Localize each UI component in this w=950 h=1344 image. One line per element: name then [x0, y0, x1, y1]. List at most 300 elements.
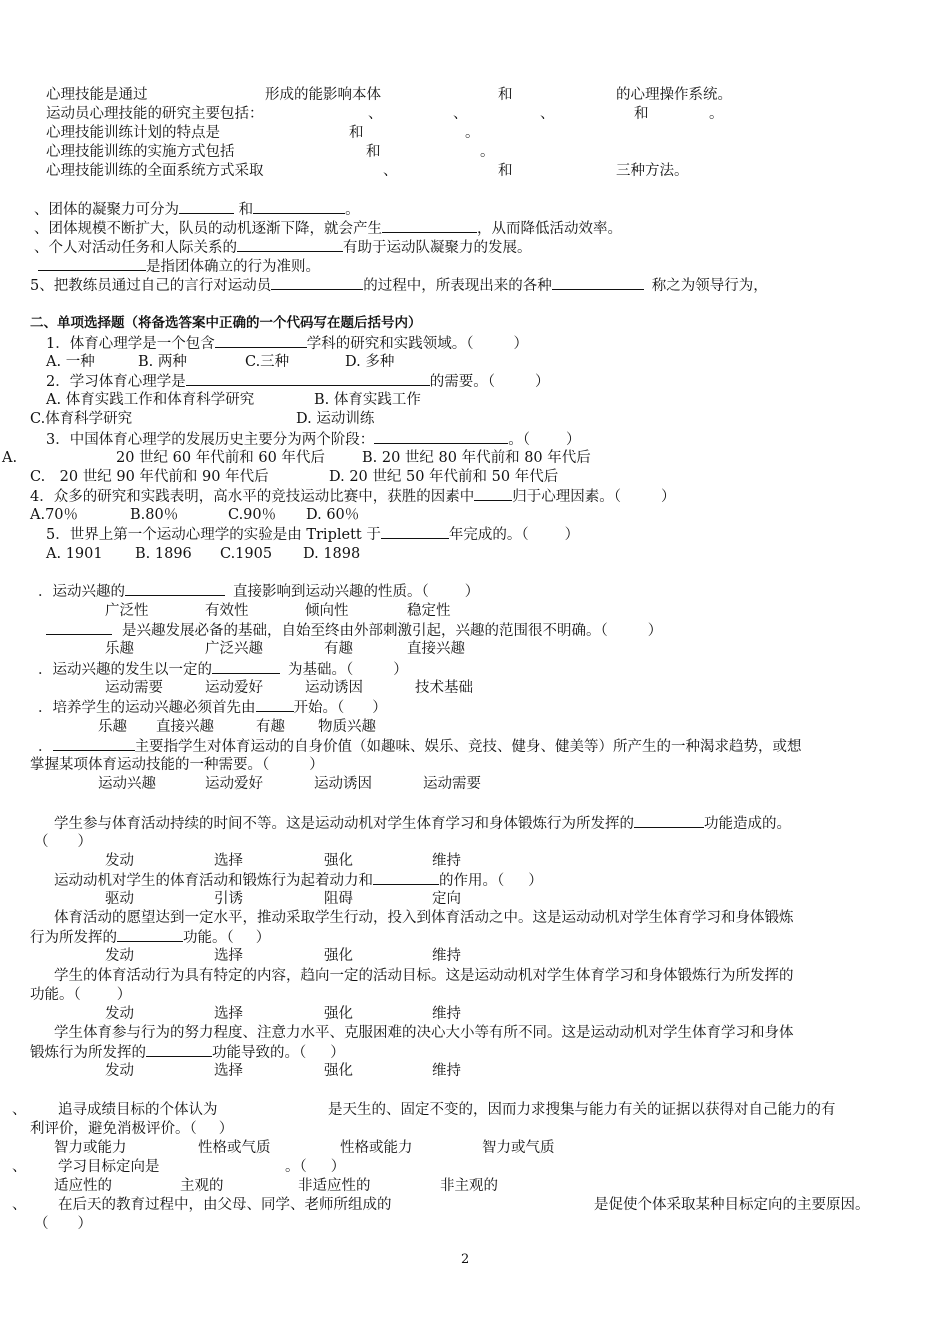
answer-blank[interactable]	[186, 372, 430, 386]
text: ）	[647, 623, 663, 639]
text: 强化	[324, 948, 353, 964]
text: 年完成的。（	[448, 527, 529, 543]
s2-q5-optB[interactable]	[135, 545, 192, 563]
mot-q1-paren	[34, 833, 92, 851]
s2-q4	[30, 487, 675, 506]
fill-a-line-2d	[540, 105, 555, 123]
text: 心理技能训练计划的特点是	[46, 125, 220, 141]
text: 有趣	[256, 719, 285, 735]
text: 运动员心理技能的研究主要包括：	[46, 106, 264, 122]
text: 的过程中，所表现出来的各种	[363, 278, 552, 294]
text: 发动	[105, 1063, 134, 1079]
text: ）	[393, 662, 408, 678]
text: ）	[660, 489, 676, 505]
text: 发动	[105, 1006, 134, 1022]
text: 。	[345, 202, 360, 218]
text: 和	[634, 106, 649, 122]
text: ．培养学生的运动兴趣必须首先由	[38, 700, 256, 716]
int-q5-opt1[interactable]	[98, 775, 156, 793]
mot-q4-opt4[interactable]	[432, 1005, 461, 1023]
text: 直接兴趣	[407, 641, 465, 657]
mot-q5-opt4[interactable]	[432, 1062, 461, 1080]
fill-a-line-5b	[383, 162, 398, 180]
mot-q5	[54, 1024, 794, 1042]
mot-q1	[54, 814, 791, 833]
fill-a-line-5	[46, 162, 264, 180]
text: 功能造成的。	[704, 816, 791, 832]
fill-a-line-4c	[480, 143, 495, 161]
text: 、	[12, 1197, 27, 1213]
fill-a-line-1c	[498, 86, 513, 104]
text: 乐趣	[105, 641, 134, 657]
goal-q3-paren	[34, 1215, 92, 1233]
text: 运动爱好	[205, 680, 263, 696]
text: 强化	[324, 1063, 353, 1079]
fill-b-q3	[34, 238, 532, 257]
fill-a-line-3b	[349, 124, 364, 142]
text: 物质兴趣	[318, 719, 376, 735]
text: 选择	[214, 1006, 243, 1022]
text: 维持	[432, 948, 461, 964]
text: 稳定性	[407, 603, 451, 619]
answer-blank[interactable]	[146, 1043, 212, 1057]
fill-a-line-1b	[265, 86, 381, 104]
text: B. 两种	[138, 354, 187, 370]
text: 性格或能力	[340, 1140, 413, 1156]
mot-q5-opt3[interactable]	[324, 1062, 353, 1080]
text: 学生参与体育活动持续的时间不等。这是运动动机对学生体育学习和身体锻炼行为所发挥的	[54, 816, 634, 832]
int-q1-opt4[interactable]	[407, 602, 451, 620]
s2-q5-optA[interactable]	[46, 545, 103, 563]
text: 、团体规模不断扩大，队员的动机逐渐下降，就会产生	[34, 221, 382, 237]
fill-a-line-1	[46, 86, 148, 104]
text: 锻炼行为所发挥的	[30, 1045, 146, 1061]
s2-q5-optC[interactable]	[220, 545, 272, 563]
int-q1-opt3[interactable]	[305, 602, 349, 620]
page-number: 2	[461, 1252, 470, 1267]
text: ）	[464, 584, 480, 600]
text: 定向	[432, 891, 461, 907]
text: 选择	[214, 1063, 243, 1079]
text: 功能。（	[183, 930, 234, 946]
text: （ ）	[34, 834, 92, 850]
fill-a-line-2	[46, 105, 264, 123]
fill-a-line-5d	[616, 162, 689, 180]
text: B. 1896	[135, 546, 192, 562]
answer-blank[interactable]	[253, 200, 345, 214]
int-q5-line2	[30, 756, 324, 774]
int-q3-opt2[interactable]	[205, 679, 263, 697]
text: C. 20 世纪 90 年代前和 90 年代后	[30, 469, 269, 485]
text: 心理技能是通过	[46, 87, 148, 103]
mot-q1-opt2[interactable]	[214, 852, 243, 870]
text: B.80％	[130, 507, 179, 523]
answer-blank[interactable]	[474, 487, 512, 501]
fill-a-line-3	[46, 124, 220, 142]
answer-blank[interactable]	[271, 276, 363, 290]
text: 直接兴趣	[156, 719, 214, 735]
s2-q3-optA[interactable]	[116, 449, 325, 467]
text: D. 运动训练	[296, 411, 375, 427]
text: 二、单项选择题（将备选答案中正确的一个代码写在题后括号内）	[30, 315, 422, 331]
text: B. 体育实践工作	[314, 392, 421, 408]
text: 称之为领导行为，	[651, 278, 768, 294]
text: A. 体育实践工作和体育科学研究	[46, 392, 255, 408]
answer-blank[interactable]	[382, 219, 477, 233]
mot-q4-opt2[interactable]	[214, 1005, 243, 1023]
s2-q2-optC[interactable]	[30, 410, 132, 428]
section2-title	[30, 314, 422, 332]
answer-blank[interactable]	[373, 871, 439, 885]
text: 是促使个体采取某种目标定向的主要原因。	[594, 1197, 870, 1213]
text: 维持	[432, 1063, 461, 1079]
mot-q5-line2	[30, 1043, 345, 1062]
s2-q1-optB[interactable]	[138, 353, 187, 371]
text: 学生体育参与行为的努力程度、注意力水平、克服困难的决心大小等有所不同。这是运动动机对学生体育学习和身体	[54, 1025, 794, 1041]
mot-q2	[54, 871, 543, 890]
fill-b-q2	[34, 219, 622, 238]
goal-q1	[58, 1101, 218, 1119]
s2-q1-optC[interactable]	[245, 353, 289, 371]
text: 是指团体确立的行为准则。	[146, 259, 320, 275]
int-q1-opt2[interactable]	[205, 602, 249, 620]
fill-a-line-4b	[366, 143, 381, 161]
int-q4-opt3[interactable]	[256, 718, 285, 736]
text: 运动需要	[105, 680, 163, 696]
fill-a-line-2e	[634, 105, 649, 123]
text: 。	[480, 144, 495, 160]
int-q4-opt2[interactable]	[156, 718, 214, 736]
mot-q2-opt1[interactable]	[105, 890, 134, 908]
int-q2-opt3[interactable]	[324, 640, 353, 658]
text: 维持	[432, 853, 461, 869]
mot-q3-opt1[interactable]	[105, 947, 134, 965]
text: 学习目标定向是	[58, 1159, 160, 1175]
text: 、	[368, 106, 383, 122]
mot-q4-line2	[30, 986, 131, 1004]
mot-q1-opt1[interactable]	[105, 852, 134, 870]
text: A. 1901	[46, 546, 103, 562]
text: 开始。（	[293, 700, 345, 716]
text: 心理技能训练的全面系统方式采取	[46, 163, 264, 179]
text: A.70％	[30, 507, 79, 523]
goal-q1-opt1[interactable]	[54, 1139, 127, 1157]
text: 是天生的、固定不变的，因而力求搜集与能力有关的证据以获得对自己能力的有	[328, 1102, 836, 1118]
text: ．运动兴趣的	[38, 584, 125, 600]
text: 智力或气质	[482, 1140, 555, 1156]
s2-q1-optD[interactable]	[345, 353, 394, 371]
text: 广泛性	[105, 603, 149, 619]
text: C.1905	[220, 546, 273, 562]
goal-q1-num	[12, 1101, 27, 1119]
s2-q3	[46, 430, 580, 449]
answer-blank[interactable]	[237, 238, 343, 252]
goal-q2	[58, 1158, 160, 1176]
s2-q2-optA[interactable]	[46, 391, 254, 409]
goal-q3	[58, 1196, 392, 1214]
answer-blank[interactable]	[256, 698, 294, 712]
mot-q5-opt1[interactable]	[105, 1062, 134, 1080]
text: 追寻成绩目标的个体认为	[58, 1102, 218, 1118]
text: 直接影响到运动兴趣的性质。（	[233, 584, 429, 600]
fill-a-line-1d	[616, 86, 732, 104]
text: 非主观的	[440, 1178, 498, 1194]
fill-a-line-2f	[709, 105, 724, 123]
text: 强化	[324, 853, 353, 869]
answer-blank[interactable]	[634, 814, 704, 828]
mot-q4-opt1[interactable]	[105, 1005, 134, 1023]
text: ）	[565, 432, 581, 448]
text: C.三种	[245, 354, 290, 370]
text: C.体育科学研究	[30, 411, 133, 427]
int-q3-opt1[interactable]	[105, 679, 163, 697]
text: 、	[540, 106, 555, 122]
text: 非适应性的	[298, 1178, 371, 1194]
goal-q2-opt4[interactable]	[440, 1177, 498, 1195]
answer-blank[interactable]	[46, 621, 112, 635]
text: 运动诱因	[314, 776, 372, 792]
text: （ ）	[34, 1216, 92, 1232]
text: 阻碍	[324, 891, 353, 907]
text: 。	[465, 125, 480, 141]
answer-blank[interactable]	[381, 525, 449, 539]
text: 运动爱好	[205, 776, 263, 792]
text: 学生的体育活动行为具有特定的内容，趋向一定的活动目标。这是运动动机对学生体育学习和身体锻炼行为所发挥的	[54, 968, 794, 984]
text: D. 多种	[345, 354, 395, 370]
text: 的需要。（	[429, 374, 495, 390]
s2-q4-optC[interactable]	[228, 506, 276, 524]
text: 选择	[214, 948, 243, 964]
text: 4．众多的研究和实践表明，高水平的竞技运动比赛中，获胜的因素中	[30, 489, 475, 505]
goal-q2-opt3[interactable]	[298, 1177, 371, 1195]
s2-q1	[46, 334, 528, 353]
text: 和	[498, 163, 513, 179]
fill-a-line-2c	[453, 105, 468, 123]
mot-q5-opt2[interactable]	[214, 1062, 243, 1080]
int-q2-opt1[interactable]	[105, 640, 134, 658]
text: D. 20 世纪 50 年代前和 50 年代后	[329, 469, 559, 485]
s2-q5	[46, 525, 579, 544]
goal-q1-opt4[interactable]	[482, 1139, 555, 1157]
text: 在后天的教育过程中，由父母、同学、老师所组成的	[58, 1197, 392, 1213]
fill-b-q4	[38, 257, 320, 276]
goal-q1b	[328, 1101, 836, 1119]
goal-q2-opt1[interactable]	[54, 1177, 112, 1195]
int-q5-opt2[interactable]	[205, 775, 263, 793]
text: 运动诱因	[305, 680, 363, 696]
text: 归于心理因素。（	[512, 489, 621, 505]
text: A.	[2, 450, 18, 466]
text: 有助于运动队凝聚力的发展。	[343, 240, 532, 256]
mot-q2-opt4[interactable]	[432, 890, 461, 908]
text: 2．学习体育心理学是	[46, 374, 186, 390]
text: 学科的研究和实践领域。（	[306, 336, 474, 352]
int-q2-opt2[interactable]	[205, 640, 263, 658]
text: 形成的能影响本体	[265, 87, 381, 103]
int-q4-opt1[interactable]	[98, 718, 127, 736]
s2-q3-optC[interactable]	[30, 468, 269, 486]
text: 和	[238, 202, 254, 218]
answer-blank[interactable]	[125, 582, 225, 596]
answer-blank[interactable]	[38, 257, 146, 271]
mot-q3-opt3[interactable]	[324, 947, 353, 965]
text: 和	[366, 144, 381, 160]
int-q5	[38, 737, 802, 756]
mot-q3	[54, 909, 794, 927]
text: 发动	[105, 853, 134, 869]
text: 有趣	[324, 641, 353, 657]
text: ）	[513, 336, 528, 352]
fill-b-q5	[30, 276, 768, 295]
text: ）	[372, 700, 387, 716]
int-q1	[38, 582, 479, 601]
s2-q3-optD[interactable]	[329, 468, 558, 486]
fill-b-q1	[34, 200, 360, 219]
mot-q1-opt3[interactable]	[324, 852, 353, 870]
int-q4-opt4[interactable]	[318, 718, 376, 736]
int-q3-opt4[interactable]	[415, 679, 473, 697]
text: 。（	[285, 1159, 307, 1175]
text: 、	[383, 163, 398, 179]
text: 运动需要	[423, 776, 481, 792]
text: ）	[116, 987, 132, 1003]
text: 运动兴趣	[98, 776, 156, 792]
text: 的心理操作系统。	[616, 87, 732, 103]
int-q3	[38, 660, 408, 679]
text: ）	[309, 757, 324, 773]
int-q2-opt4[interactable]	[407, 640, 465, 658]
s2-q4-optD[interactable]	[306, 506, 359, 524]
text: D. 60％	[306, 507, 360, 523]
text: 三种方法。	[616, 163, 689, 179]
text: 、	[12, 1159, 27, 1175]
text: 主观的	[180, 1178, 224, 1194]
text: 5．世界上第一个运动心理学的实验是由 Triplett 于	[46, 527, 381, 543]
text: 功能导致的。（	[212, 1045, 307, 1061]
text: B. 20 世纪 80 年代前和 80 年代后	[362, 450, 591, 466]
text: 维持	[432, 1006, 461, 1022]
mot-q4-opt3[interactable]	[324, 1005, 353, 1023]
goal-q2-opt2[interactable]	[180, 1177, 224, 1195]
text: 性格或气质	[198, 1140, 271, 1156]
answer-blank[interactable]	[374, 430, 508, 444]
text: 驱动	[105, 891, 134, 907]
text: 主要指学生对体育运动的自身价值（如趣味、娱乐、竞技、健身、健美等）所产生的一种渴求趋势，或想	[134, 739, 802, 755]
s2-q2-optB[interactable]	[314, 391, 421, 409]
text: 有效性	[205, 603, 249, 619]
mot-q3-opt2[interactable]	[214, 947, 243, 965]
text: 的作用。（	[439, 873, 505, 889]
goal-q3b	[594, 1196, 870, 1214]
text: 和	[349, 125, 364, 141]
s2-q3-optB[interactable]	[362, 449, 591, 467]
text: 选择	[214, 853, 243, 869]
text: 引诱	[214, 891, 243, 907]
text: 运动动机对学生的体育活动和锻炼行为起着动力和	[54, 873, 373, 889]
s2-q1-optA[interactable]	[46, 353, 95, 371]
mot-q2-opt2[interactable]	[214, 890, 243, 908]
goal-q1-line2	[30, 1120, 233, 1138]
mot-q3-line2	[30, 928, 270, 947]
text: 广泛兴趣	[205, 641, 263, 657]
goal-q1-opt3[interactable]	[340, 1139, 413, 1157]
text: ）	[218, 1121, 234, 1137]
answer-blank[interactable]	[215, 334, 307, 348]
text: 1．体育心理学是一个包含	[46, 336, 215, 352]
text: 掌握某项体育运动技能的一种需要。（	[30, 757, 270, 773]
answer-blank[interactable]	[212, 660, 280, 674]
mot-q3-opt4[interactable]	[432, 947, 461, 965]
answer-blank[interactable]	[179, 200, 234, 214]
text: 行为所发挥的	[30, 930, 117, 946]
text: 乐趣	[98, 719, 127, 735]
fill-a-line-2b	[368, 105, 383, 123]
text: ）	[564, 527, 580, 543]
text: 、	[12, 1102, 27, 1118]
text: ，从而降低活动效率。	[477, 221, 622, 237]
text: ）	[330, 1045, 345, 1061]
text: A. 一种	[46, 354, 95, 370]
text: 利评价，避免消极评价。（	[30, 1121, 197, 1137]
text: 、	[453, 106, 468, 122]
int-q5-opt3[interactable]	[314, 775, 372, 793]
mot-q1-opt4[interactable]	[432, 852, 461, 870]
goal-q1-opt2[interactable]	[198, 1139, 271, 1157]
text: ）	[534, 374, 550, 390]
text: ．	[38, 739, 53, 755]
int-q5-opt4[interactable]	[423, 775, 481, 793]
text: 倾向性	[305, 603, 349, 619]
text: 、团体的凝聚力可分为	[34, 202, 179, 218]
int-q3-opt3[interactable]	[305, 679, 363, 697]
text: 。	[709, 106, 724, 122]
text: 适应性的	[54, 1178, 112, 1194]
text: ．运动兴趣的发生以一定的	[38, 662, 212, 678]
text: 。（	[508, 432, 530, 448]
text: ）	[528, 873, 543, 889]
text: 技术基础	[415, 680, 473, 696]
text: 5、把教练员通过自己的言行对运动员	[30, 278, 272, 294]
text: 20 世纪 60 年代前和 60 年代后	[116, 450, 325, 466]
s2-q3-optA-label	[2, 449, 17, 467]
goal-q2-num	[12, 1158, 27, 1176]
text: 心理技能训练的实施方式包括	[46, 144, 235, 160]
s2-q2	[46, 372, 549, 391]
mot-q2-opt3[interactable]	[324, 890, 353, 908]
fill-a-line-3c	[465, 124, 480, 142]
text: 是兴趣发展必备的基础，自始至终由外部刺激引起，兴趣的范围很不明确。（	[122, 623, 608, 639]
text: 、个人对活动任务和人际关系的	[34, 240, 237, 256]
int-q1-opt1[interactable]	[105, 602, 149, 620]
s2-q4-optB[interactable]	[130, 506, 178, 524]
s2-q2-optD[interactable]	[296, 410, 374, 428]
fill-a-line-4	[46, 143, 235, 161]
goal-q3-num	[12, 1196, 27, 1214]
answer-blank[interactable]	[552, 276, 644, 290]
s2-q4-optA[interactable]	[30, 506, 78, 524]
answer-blank[interactable]	[53, 737, 135, 751]
text: 发动	[105, 948, 134, 964]
text: 强化	[324, 1006, 353, 1022]
text: 3．中国体育心理学的发展历史主要分为两个阶段：	[46, 432, 375, 448]
fill-a-line-5c	[498, 162, 513, 180]
text: ）	[330, 1159, 346, 1175]
int-q2	[46, 621, 662, 640]
text: 和	[498, 87, 513, 103]
answer-blank[interactable]	[117, 928, 183, 942]
text: D. 1898	[303, 546, 361, 562]
s2-q5-optD[interactable]	[303, 545, 360, 563]
